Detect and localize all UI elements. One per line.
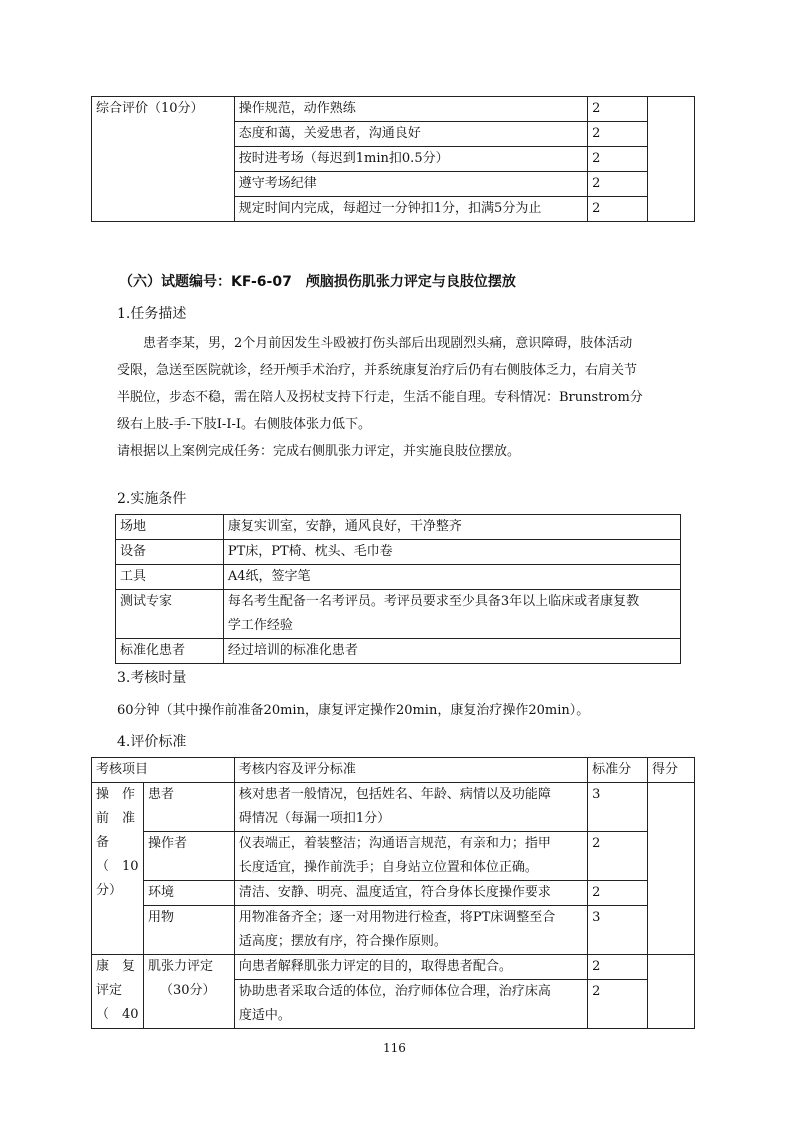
table-row [92,783,695,832]
table-row [116,590,681,639]
criteria-content [234,832,587,881]
heading-task: 1.任务描述 [117,306,187,322]
content-line: 长度适宜，操作前洗手；自身站立位置和体位正确。 [238,860,538,875]
std-score: 2 [588,980,648,1029]
criteria-content: 向患者解释肌张力评定的目的，取得患者配合。 [234,955,587,980]
sub-item: 用物 [143,906,234,955]
sub-item: 患者 [143,783,234,832]
condition-value [223,590,680,639]
summary-got-cell [648,97,695,222]
sub-item: 环境 [143,881,234,906]
group-label [92,783,144,955]
section-title: （六）试题编号：KF-6-07 颅脑损伤肌张力评定与良肢位摆放 [119,274,516,290]
heading-criteria: 4.评价标准 [117,734,187,750]
heading-conditions: 2.实施条件 [117,491,187,507]
condition-label: 场地 [116,515,224,540]
condition-label: 工具 [116,565,224,590]
condition-value: 经过培训的标准化患者 [223,639,680,664]
task-line: 级右上肢-手-下肢Ⅰ-Ⅰ-Ⅰ。右侧肢体张力低下。 [117,417,371,432]
group-label-line: 操 作 [96,787,136,802]
header-content: 考核内容及评分标准 [234,758,587,783]
std-score: 3 [588,906,648,955]
sub-item-line: （30分） [159,983,216,998]
table-row [116,639,681,664]
content-line: 仪表端正，着装整洁；沟通语言规范，有亲和力；指甲 [238,836,551,851]
criteria-content [234,980,587,1029]
group-label-line: （ 10 [96,859,139,874]
summary-score: 2 [588,122,648,147]
task-line: 患者李某，男，2个月前因发生斗殴被打伤头部后出现剧烈头痛，意识障碍，肢体活动 [143,336,633,351]
condition-label: 设备 [116,540,224,565]
condition-value: PT床，PT椅、枕头、毛巾卷 [223,540,680,565]
table-row [92,906,695,955]
table-row [92,955,695,980]
summary-category: 综合评价（10分） [92,97,235,222]
group-label-line: 评定 [96,983,123,998]
condition-value-line: 每名考生配备一名考评员。考评员要求至少具备3年以上临床或者康复教 [227,594,640,609]
sub-item [143,955,234,1029]
condition-label: 标准化患者 [116,639,224,664]
condition-value-line: 学工作经验 [227,618,293,633]
std-score: 2 [588,955,648,980]
criteria-content: 清洁、安静、明亮、温度适宜，符合身体长度操作要求 [234,881,587,906]
header-std: 标准分 [588,758,648,783]
group-label-line: 前 准 [96,811,136,826]
condition-value: A4纸，签字笔 [223,565,680,590]
summary-item: 遵守考场纪律 [234,172,587,197]
criteria-content [234,906,587,955]
task-line: 半脱位，步态不稳，需在陪人及拐杖支持下行走，生活不能自理。专科情况：Brunstrom分 [117,390,643,405]
table-row [116,540,681,565]
summary-score: 2 [588,172,648,197]
content-line: 用物准备齐全；逐一对用物进行检查，将PT床调整至合 [238,910,556,925]
table-row [92,832,695,881]
header-got: 得分 [648,758,695,783]
got-score-cell [648,783,695,955]
group-label-line: 分） [96,883,123,898]
condition-label: 测试专家 [116,590,224,639]
summary-item: 态度和蔼，关爱患者，沟通良好 [234,122,587,147]
table-row [116,515,681,540]
criteria-table [91,757,695,1029]
heading-time: 3.考核时量 [117,670,187,686]
summary-table [91,96,695,222]
got-score-cell [648,955,695,1029]
std-score: 2 [588,832,648,881]
content-line: 协助患者采取合适的体位，治疗师体位合理，治疗床高 [238,984,551,999]
time-text: 60分钟（其中操作前准备20min，康复评定操作20min，康复治疗操作20min）。 [117,703,590,718]
sub-item-line: 肌张力评定 [147,959,213,974]
summary-item: 操作规范，动作熟练 [234,97,587,122]
content-line: 核对患者一般情况，包括姓名、年龄、病情以及功能障 [238,787,551,802]
group-label-line: 备 [96,835,110,850]
task-description [117,330,677,465]
table-row [92,97,695,122]
content-line: 适高度；摆放有序，符合操作原则。 [238,934,447,949]
content-line: 碍情况（每漏一项扣1分） [238,811,391,826]
summary-item: 按时进考场（每迟到1min扣0.5分） [234,147,587,172]
std-score: 3 [588,783,648,832]
group-label-line: （ 40 [96,1007,139,1022]
group-label [92,955,144,1029]
summary-score: 2 [588,147,648,172]
header-item: 考核项目 [92,758,235,783]
page-number: 116 [383,1041,406,1055]
content-line: 度适中。 [238,1008,291,1023]
summary-score: 2 [588,97,648,122]
table-header-row [92,758,695,783]
criteria-content [234,783,587,832]
sub-item: 操作者 [143,832,234,881]
conditions-table [115,514,681,664]
table-row [116,565,681,590]
summary-score: 2 [588,197,648,222]
task-request: 请根据以上案例完成任务：完成右侧肌张力评定，并实施良肢位摆放。 [117,444,521,459]
summary-item: 规定时间内完成，每超过一分钟扣1分，扣满5分为止 [234,197,587,222]
task-line: 受限，急送至医院就诊，经开颅手术治疗，并系统康复治疗后仍有右侧肢体乏力，右肩关节 [117,363,638,378]
std-score: 2 [588,881,648,906]
condition-value: 康复实训室，安静，通风良好，干净整齐 [223,515,680,540]
group-label-line: 康 复 [96,959,136,974]
table-row [92,881,695,906]
